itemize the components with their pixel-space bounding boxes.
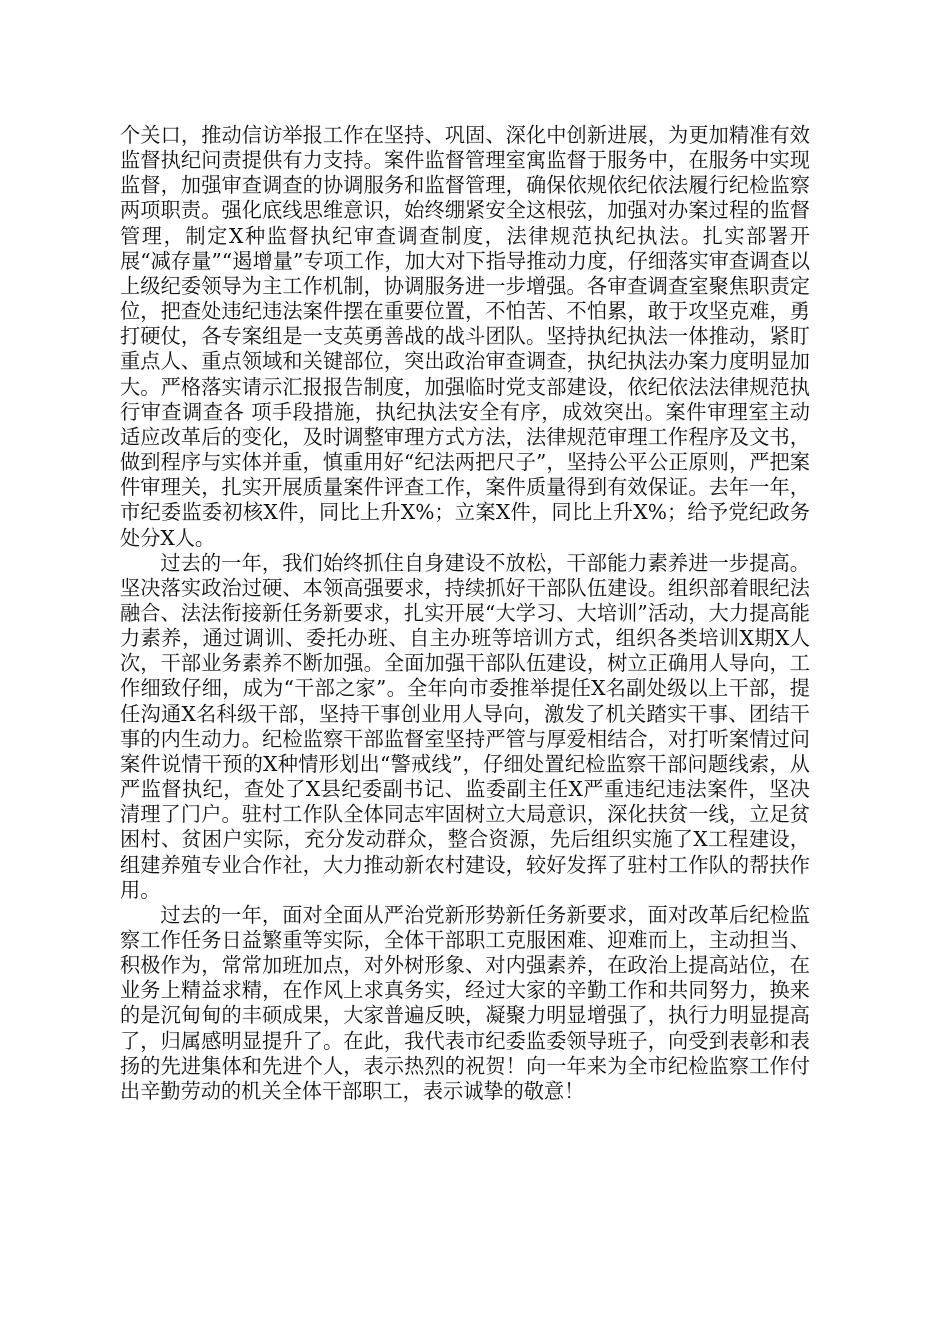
paragraph-2: 过去的一年，我们始终抓住自身建设不放松，干部能力素养进一步提高。坚决落实政治过硬、本领高强要求，持续抓好干部队伍建设。组织部着眼纪法融合、法法衔接新任务新要求，扎实开展“大学习、大培训”活动，大力提高能力素养，通过调训、委托办班、自主办班等培训方式，组织各类培训X期X人次，干部业务素养不断加强。全面加强干部队伍建设，树立正确用人导向，工作细致仔细，成为“干部之家”。全年向市委推举提任X名副处级以上干部，提任沟通X名科级干部，坚持干事创业用人导向，激发了机关踏实干事、团结干事的内生动力。纪检监察干部监督室坚持严管与厚爱相结合，对打听案情过问案件说情干预的X种情形划出“警戒线”，仔细处置纪检监察干部问题线索，从严监督执纪，查处了X县纪委副书记、监委副主任X严重违纪违法案件，坚决清理了门户。驻村工作队全体同志牢固树立大局意识，深化扶贫一线，立足贫困村、贫困户实际，充分发动群众，整合资源，先后组织实施了X工程建设，组建养殖专业合作社，大力推动新农村建设，较好发挥了驻村工作队的帮扶作用。 — [120, 550, 810, 902]
paragraph-1: 个关口，推动信访举报工作在坚持、巩固、深化中创新进展，为更加精准有效监督执纪问责提供有力支持。案件监督管理室寓监督于服务中，在服务中实现监督，加强审查调查的协调服务和监督管理，确保依规依纪依法履行纪检监察两项职责。强化底线思维意识，始终绷紧安全这根弦，加强对办案过程的监督管理，制定X种监督执纪审查调查制度，法律规范执纪执法。扎实部署开展“减存量”“遏增量”专项工作，加大对下指导推动力度，仔细落实审查调查以上级纪委领导为主工作机制，协调服务进一步增强。各审查调查室聚焦职责定位，把查处违纪违法案件摆在重要位置，不怕苦、不怕累，敢于攻坚克难，勇打硬仗，各专案组是一支英勇善战的战斗团队。坚持执纪执法一体推动，紧盯 重点人、重点领域和关键部位，突出政治审查调查，执纪执法办案力度明显加大。严格落实请示汇报报告制度，加强临时党支部建设，依纪依法法律规范执行审查调查各 项手段措施，执纪执法安全有序，成效突出。案件审理室主动适应改革后的变化，及时调整审理方式方法，法律规范审理工作程序及文书，做到程序与实体并重，慎重用好“纪法两把尺子”，坚持公平公正原则，严把案件审理关，扎实开展质量案件评查工作，案件质量得到有效保证。去年一年，市纪委监委初核X件，同比上升X%；立案X件，同比上升X%；给予党纪政务处分X人。 — [120, 123, 810, 550]
document-body — [120, 123, 810, 1104]
paragraph-3: 过去的一年，面对全面从严治党新形势新任务新要求，面对改革后纪检监察工作任务日益繁重等实际，全体干部职工克服困难、迎难而上，主动担当、积极作为，常常加班加点，对外树形象、对内强素养，在政治上提高站位，在业务上精益求精，在作风上求真务实，经过大家的辛勤工作和共同努力，换来的是沉甸甸的丰硕成果，大家普遍反映，凝聚力明显增强了，执行力明显提高了，归属感明显提升了。在此，我代表市纪委监委领导班子，向受到表彰和表扬的先进集体和先进个人，表示热烈的祝贺！向一年来为全市纪检监察工作付出辛勤劳动的机关全体干部职工，表示诚挚的敬意！ — [120, 902, 810, 1103]
